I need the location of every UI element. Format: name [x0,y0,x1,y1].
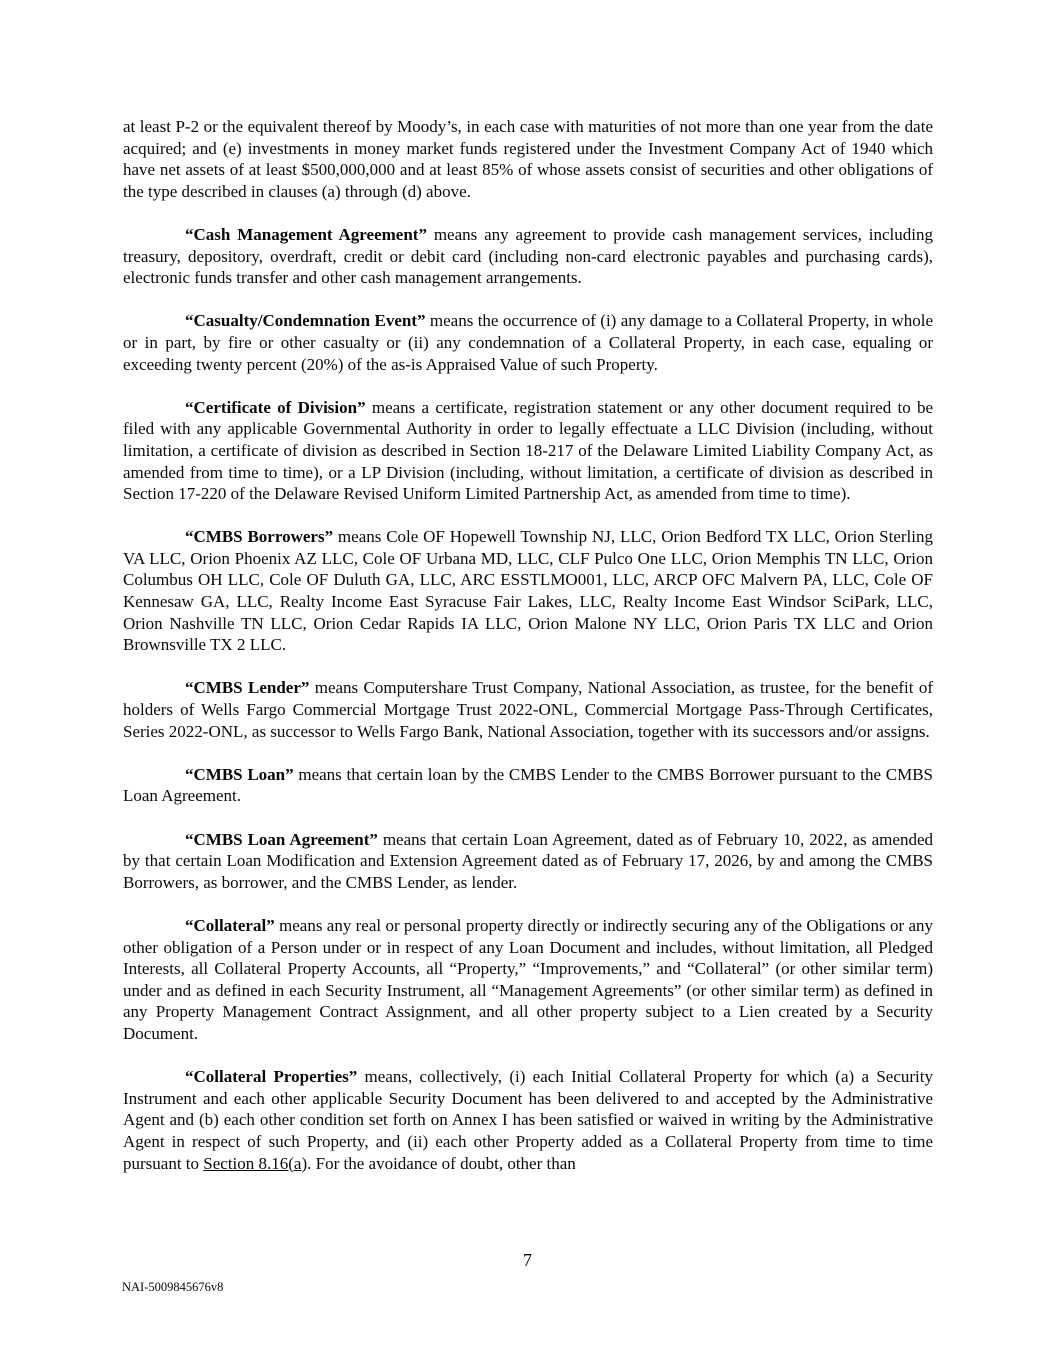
paragraph [123,915,933,1045]
page-number: 7 [523,1250,532,1270]
paragraph [123,677,933,742]
paragraph [123,1066,933,1174]
paragraph [123,829,933,894]
body-text: means a certificate, registration statement or any other document required to be filed with any applicable Governmental Authority in order to legally effectuate a LLC Division (including, without limitation, a certificate of division as described in Section 18-217 of the Delaware Limited Liability Company Act, as amended from time to time), or a LP Division (including, without limitation, a certificate of division as described in Section 17-220 of the Delaware Revised Uniform Limited Partnership Act, as amended from time to time). [123,397,933,504]
body-text: means Cole OF Hopewell Township NJ, LLC, Orion Bedford TX LLC, Orion Sterling VA LLC, Orion Phoenix AZ LLC, Cole OF Urbana MD, LLC, CLF Pulco One LLC, Orion Memphis TN LLC, Orion Columbus OH LLC, Cole OF Duluth GA, LLC, ARC ESSTLMO001, LLC, ARCP OFC Malvern PA, LLC, Cole OF Kennesaw GA, LLC, Realty Income East Syracuse Fair Lakes, LLC, Realty Income East Windsor SciPark, LLC, Orion Nashville TN LLC, Orion Cedar Rapids IA LLC, Orion Malone NY LLC, Orion Paris TX LLC and Orion Brownsville TX 2 LLC. [123,527,933,655]
paragraph [123,116,933,202]
paragraph [123,310,933,375]
paragraph [123,224,933,289]
defined-term: “CMBS Loan” [185,764,294,784]
section-reference: Section 8.16(a) [203,1153,308,1173]
body-text: means that certain loan by the CMBS Lender to the CMBS Borrower pursuant to the CMBS Loan Agreement. [123,764,933,806]
defined-term: “Collateral” [185,915,275,935]
paragraph [123,764,933,807]
document-footer-id: NAI-5009845676v8 [122,1280,224,1294]
defined-term: “Collateral Properties” [185,1067,358,1087]
body-text: means that certain Loan Agreement, dated as of February 10, 2022, as amended by that certain Loan Modification and Extension Agreement dated as of February 17, 2026, by and among the CMBS Borrowers, as borrower, and the CMBS Lender, as lender. [123,829,933,892]
body-text: means, collectively, (i) each Initial Collateral Property for which (a) a Security Instrument and each other applicable Security Document has been delivered to and accepted by the Administrative Agent and (b) each other condition set forth on Annex I has been satisfied or waived in writing by the Administrative Agent in respect of such Property, and (ii) each other Property added as a Collateral Property from time to time pursuant to [123,1067,933,1173]
defined-term: “CMBS Loan Agreement” [185,829,378,849]
body-text: means any real or personal property directly or indirectly securing any of the Obligations or any other obligation of a Person under or in respect of any Loan Document and includes, without limitation, all Pledged Interests, all Collateral Property Accounts, all “Property,” “Improvements,” and “Collateral” (or other similar term) under and as defined in each Security Instrument, all “Management Agreements” (or other similar term) as defined in any Property Management Contract Assignment, and all other property subject to a Lien created by a Security Document. [123,915,933,1043]
defined-term: “Cash Management Agreement” [185,224,427,244]
body-text: . For the avoidance of doubt, other than [307,1153,576,1173]
body-text: at least P-2 or the equivalent thereof by Moody’s, in each case with maturities of not more than one year from the date acquired; and (e) investments in money market funds registered under the Investment Company Act of 1940 which have net assets of at least $500,000,000 and at least 85% of whose assets consist of securities and other obligations of the type described in clauses (a) through (d) above. [123,117,933,201]
document-body [123,116,933,1196]
defined-term: “Certificate of Division” [185,397,366,417]
defined-term: “Casualty/Condemnation Event” [185,311,426,331]
body-text: means any agreement to provide cash management services, including treasury, depository, overdraft, credit or debit card (including non-card electronic payables and purchasing cards), electronic funds transfer and other cash management arrangements. [123,224,933,288]
defined-term: “CMBS Lender” [185,678,310,698]
body-text: means the occurrence of (i) any damage to a Collateral Property, in whole or in part, by fire or other casualty or (ii) any condemnation of a Collateral Property, in each case, equaling or exceeding twenty percent (20%) of the as-is Appraised Value of such Property. [123,311,933,374]
paragraph [123,526,933,656]
body-text: means Computershare Trust Company, National Association, as trustee, for the benefit of holders of Wells Fargo Commercial Mortgage Trust 2022-ONL, Commercial Mortgage Pass-Through Certificates, Series 2022-ONL, as successor to Wells Fargo Bank, National Association, together with its successors and/or assigns. [123,678,933,741]
paragraph [123,397,933,505]
defined-term: “CMBS Borrowers” [185,527,334,547]
